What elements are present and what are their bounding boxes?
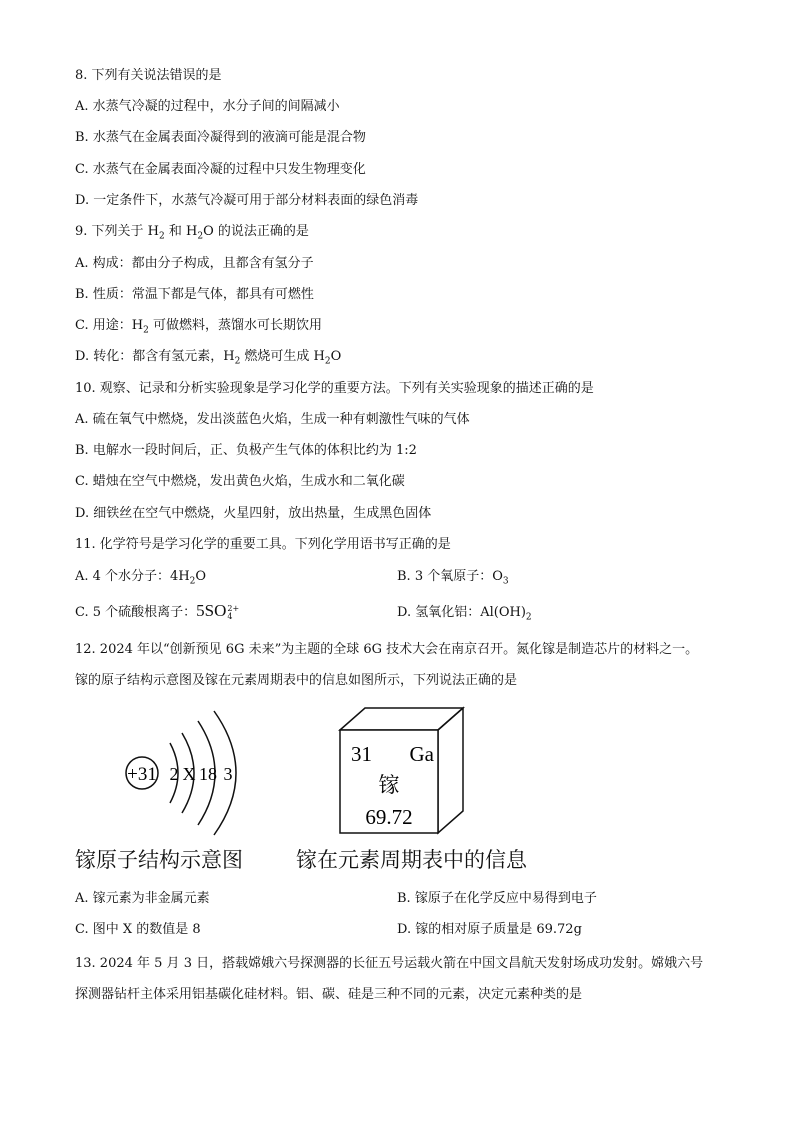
q8-option-a: A. 水蒸气冷凝的过程中，水分子间的间隔减小 <box>75 99 340 114</box>
q10-option-b: B. 电解水一段时间后，正、负极产生气体的体积比约为 1:2 <box>75 443 417 458</box>
q11-option-b: B. 3 个氧原子：$O_3$ <box>397 569 509 587</box>
q9-option-b: B. 性质：常温下都是气体，都具有可燃性 <box>75 287 314 302</box>
q12-option-c: C. 图中 X 的数值是 8 <box>75 922 201 937</box>
atomic-mass: 69.72 <box>365 805 413 829</box>
sulfate-ion-formula: 5SO <box>196 601 227 620</box>
q11-option-c: C. 5 个硫酸根离子：5SO 2+ 4 <box>75 601 240 621</box>
shell-electrons-3: 18 <box>199 764 217 784</box>
caption-atom-diagram: 镓原子结构示意图 <box>75 848 243 872</box>
q11-stem: 11. 化学符号是学习化学的重要工具。下列化学用语书写正确的是 <box>75 537 451 552</box>
element-name: 镓 <box>378 773 400 797</box>
gallium-atom-diagram <box>110 705 280 845</box>
shell-electrons-4: 3 <box>223 764 233 784</box>
q13-stem-line2: 探测器钻杆主体采用铝基碳化硅材料。铝、碳、硅是三种不同的元素，决定元素种类的是 <box>75 987 583 1002</box>
q8-option-b: B. 水蒸气在金属表面冷凝得到的液滴可能是混合物 <box>75 130 366 145</box>
shell-electrons-1: 2 <box>169 764 179 784</box>
q12-option-b: B. 镓原子在化学反应中易得到电子 <box>397 891 597 906</box>
q12-option-a: A. 镓元素为非金属元素 <box>75 891 210 906</box>
q12-stem-line2: 镓的原子结构示意图及镓在元素周期表中的信息如图所示，下列说法正确的是 <box>75 673 518 688</box>
q8-option-d: D. 一定条件下，水蒸气冷凝可用于部分材料表面的绿色消毒 <box>75 193 419 208</box>
q12-option-d: D. 镓的相对原子质量是 69.72g <box>397 922 582 937</box>
q8-option-c: C. 水蒸气在金属表面冷凝的过程中只发生物理变化 <box>75 162 366 177</box>
q8-stem: 8. 下列有关说法错误的是 <box>75 68 222 83</box>
q9-option-d: D. 转化：都含有氢元素，$H_2$ 燃烧可生成 $H_2O$ <box>75 349 342 367</box>
q12-stem-line1: 12. 2024 年以“创新预见 6G 未来”为主题的全球 6G 技术大会在南京召开。氮化镓是制造芯片的材料之一。 <box>75 642 699 657</box>
element-symbol: Ga <box>409 742 434 766</box>
q9-option-a: A. 构成：都由分子构成，且都含有氢分子 <box>75 256 314 271</box>
q13-stem-line1: 13. 2024 年 5 月 3 日，搭载嫦娥六号探测器的长征五号运载火箭在中国文昌航天发射场成功发射。嫦娥六号 <box>75 956 704 971</box>
nucleus-charge: +31 <box>127 764 157 785</box>
q9-option-c: C. 用途：$H_2$ 可做燃料，蒸馏水可长期饮用 <box>75 318 322 336</box>
q11-option-d: D. 氢氧化铝：$Al(OH)_2$ <box>397 605 532 623</box>
q10-option-d: D. 细铁丝在空气中燃烧，火星四射，放出热量，生成黑色固体 <box>75 506 432 521</box>
caption-periodic-cell: 镓在元素周期表中的信息 <box>296 848 527 872</box>
q10-option-a: A. 硫在氧气中燃烧，发出淡蓝色火焰，生成一种有刺激性气味的气体 <box>75 412 470 427</box>
q11-option-a: A. 4 个水分子：$4H_2O$ <box>75 569 207 587</box>
q10-stem: 10. 观察、记录和分析实验现象是学习化学的重要方法。下列有关实验现象的描述正确的是 <box>75 381 594 396</box>
q10-option-c: C. 蜡烛在空气中燃烧，发出黄色火焰，生成水和二氧化碳 <box>75 474 405 489</box>
atomic-number: 31 <box>351 742 372 766</box>
periodic-table-cell <box>330 705 480 845</box>
shell-electrons-2: X <box>182 764 196 784</box>
q9-stem: 9. 下列关于 $H_2$ 和 $H_2O$ 的说法正确的是 <box>75 224 309 242</box>
